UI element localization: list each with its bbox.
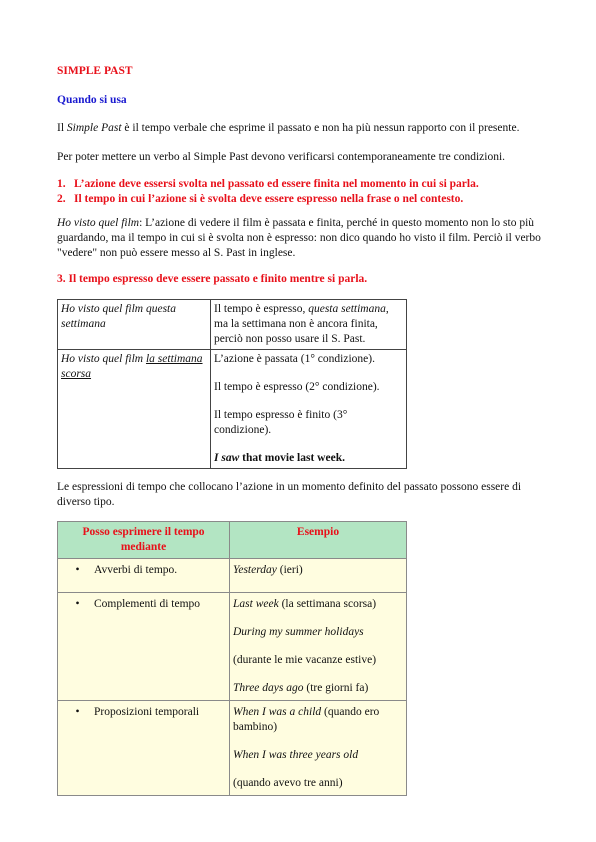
- condition-number: 1.: [57, 178, 66, 190]
- table-cell: [230, 559, 407, 593]
- example-sentence: [61, 353, 203, 380]
- category-label: Avverbi di tempo.: [94, 564, 178, 576]
- intro-paragraph: [57, 121, 547, 136]
- example-rest: (durante le mie vacanze estive): [233, 654, 377, 666]
- expressions-intro: Le espressioni di tempo che collocano l’azione in un momento definito del passato possono essere di diverso tipo.: [57, 481, 522, 508]
- example-rest: (quando ero bambino): [233, 706, 380, 733]
- example-line: [233, 563, 403, 578]
- table-row: [58, 701, 407, 796]
- example-line: [233, 597, 403, 612]
- table-header-row: [58, 522, 407, 559]
- table-cell: [58, 300, 211, 350]
- cell-emphasis: questa settimana: [308, 303, 386, 315]
- example-line: [233, 625, 403, 640]
- table-row: [58, 559, 407, 593]
- conditions-intro: Per poter mettere un verbo al Simple Past devono verificarsi contemporaneamente tre condizioni.: [57, 151, 506, 163]
- example-em: When I was three years old: [233, 749, 359, 761]
- example-rest: (ieri): [276, 564, 303, 576]
- intro-text-after: è il tempo verbale che esprime il passato e non ha più nessun rapporto con il presente.: [121, 122, 520, 134]
- table-row: [58, 350, 407, 469]
- column-header: Posso esprimere il tempo mediante: [58, 522, 230, 559]
- example-em: Last week: [233, 598, 279, 610]
- condition-note: L’azione è passata (1° condizione).: [214, 353, 375, 365]
- table-cell: [211, 350, 407, 469]
- cell-text: , ma la settimana non è ancora finita, perciò non posso usare il S. Past.: [214, 303, 389, 345]
- bullet-icon: •: [75, 564, 80, 576]
- example-line: [233, 705, 403, 735]
- intro-term: Simple Past: [66, 122, 122, 134]
- example-explanation: : L’azione di vedere il film è passata e finita, perché in questo momento non lo sto più guardando, ma il tempo in cui si è svolta non è espresso: non dico quando ho visto il film. Perciò il verbo "vedere" non può essere messo al S. Past in inglese.: [57, 217, 541, 259]
- underlined-time-expression: la settimana scorsa: [61, 353, 203, 380]
- example-line: [233, 776, 403, 791]
- section-heading: Quando si usa: [57, 94, 127, 106]
- intro-text-before: Il: [57, 122, 67, 134]
- table-cell: [230, 701, 407, 796]
- condition-text: Il tempo in cui l’azione si è svolta deve essere espresso nella frase o nel contesto.: [74, 193, 464, 205]
- example-paragraph: [57, 216, 543, 261]
- example-em: Three days ago: [233, 682, 304, 694]
- table-cell: [230, 593, 407, 701]
- examples-table: [57, 299, 407, 469]
- conditions-list: [57, 177, 547, 207]
- condition-item: [57, 192, 547, 207]
- condition-number: 2.: [57, 193, 66, 205]
- condition-note: Il tempo espresso è finito (3° condizione).: [214, 409, 348, 436]
- time-expressions-table: [57, 521, 407, 796]
- example-em: During my summer holidays: [233, 626, 364, 638]
- condition-3-heading: 3. Il tempo espresso deve essere passato e finito mentre si parla.: [57, 273, 368, 285]
- table-row: [58, 593, 407, 701]
- category-label: Proposizioni temporali: [94, 706, 200, 718]
- translation-rest: that movie last week.: [239, 452, 345, 464]
- cell-text: Ho visto quel film: [61, 353, 146, 365]
- example-sentence: Ho visto quel film questa settimana: [61, 303, 176, 330]
- table-cell: [58, 593, 230, 701]
- english-translation: [214, 451, 403, 466]
- document-title: SIMPLE PAST: [57, 65, 133, 77]
- example-line: [233, 653, 403, 668]
- cell-text: Il tempo è espresso,: [214, 303, 309, 315]
- table-cell: [58, 701, 230, 796]
- table-cell: [58, 559, 230, 593]
- example-em: Yesterday: [233, 564, 277, 576]
- table-row: [58, 300, 407, 350]
- example-em: When I was a child: [233, 706, 322, 718]
- example-line: [233, 681, 403, 696]
- example-phrase: Ho visto quel film: [57, 217, 140, 229]
- bullet-icon: •: [75, 598, 80, 610]
- translation-verb: I saw: [214, 452, 240, 464]
- category-label: Complementi di tempo: [94, 598, 201, 610]
- table-cell: [211, 300, 407, 350]
- table-cell: [58, 350, 211, 469]
- example-rest: (quando avevo tre anni): [233, 777, 343, 789]
- condition-note: Il tempo è espresso (2° condizione).: [214, 381, 380, 393]
- example-rest: (tre giorni fa): [303, 682, 369, 694]
- example-rest: (la settimana scorsa): [278, 598, 377, 610]
- bullet-icon: •: [75, 706, 80, 718]
- condition-text: L’azione deve essersi svolta nel passato ed essere finita nel momento in cui si parla.: [74, 178, 479, 190]
- column-header: Esempio: [230, 522, 407, 559]
- example-line: [233, 748, 403, 763]
- condition-item: [57, 177, 547, 192]
